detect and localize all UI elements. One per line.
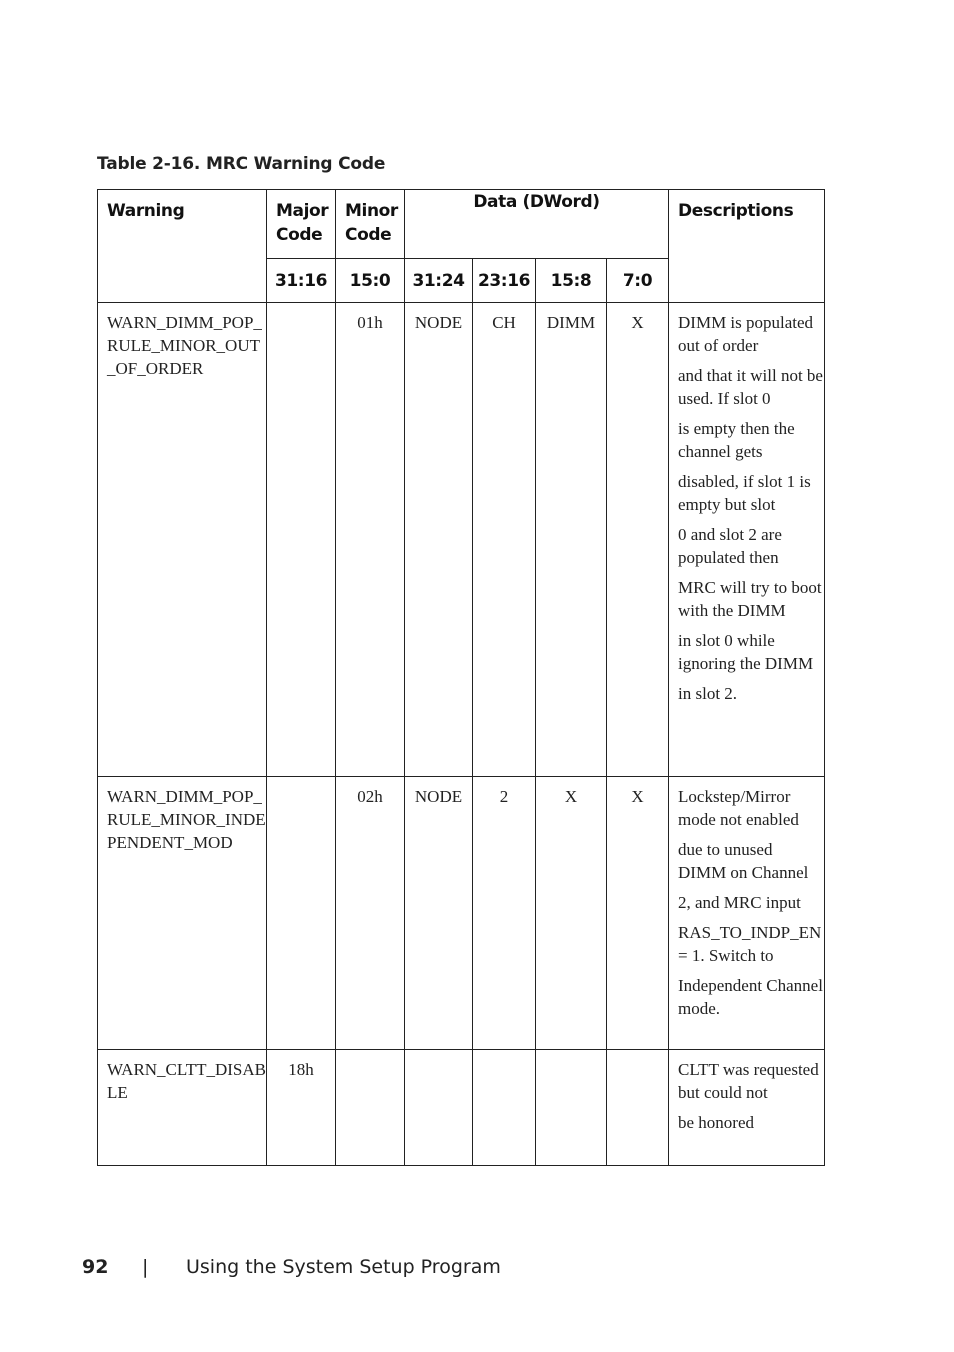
minor-code: 02h: [336, 777, 405, 1050]
footer-section-title: Using the System Setup Program: [186, 1256, 501, 1278]
bits-31-16: 31:16: [267, 259, 336, 303]
minor-code: [336, 1050, 405, 1166]
data-7-0: X: [607, 777, 669, 1050]
data-31-24: NODE: [405, 777, 473, 1050]
mrc-warning-code-table: [97, 189, 825, 1166]
description-line: DIMM is populated out of order: [678, 313, 814, 355]
footer-separator: |: [142, 1256, 149, 1278]
data-15-8: X: [536, 777, 607, 1050]
data-23-16: CH: [473, 303, 536, 777]
description-line: due to unused DIMM on Channel: [678, 840, 809, 882]
header-descriptions: Descriptions: [669, 190, 825, 303]
table-title: MRC Warning Code: [206, 154, 386, 174]
description: [669, 303, 825, 777]
table-caption: [97, 154, 385, 174]
data-23-16: [473, 1050, 536, 1166]
warning-name: WARN_DIMM_POP_RULE_MINOR_OUT_OF_ORDER: [98, 303, 267, 777]
bits-7-0: 7:0: [607, 259, 669, 303]
bits-15-8: 15:8: [536, 259, 607, 303]
description-line: CLTT was requested but could not: [678, 1060, 819, 1102]
major-code: 18h: [267, 1050, 336, 1166]
data-15-8: [536, 1050, 607, 1166]
data-23-16: 2: [473, 777, 536, 1050]
table-row: [98, 1050, 825, 1166]
description-line: be honored: [678, 1113, 755, 1132]
data-15-8: DIMM: [536, 303, 607, 777]
description-line: RAS_TO_INDP_EN = 1. Switch to: [678, 923, 822, 965]
table-row: [98, 303, 825, 777]
major-code: [267, 777, 336, 1050]
header-warning: Warning: [98, 190, 267, 303]
header-row: [98, 190, 825, 259]
page-footer: [82, 1256, 501, 1278]
warning-name: WARN_CLTT_DISABLE: [98, 1050, 267, 1166]
description-line: Lockstep/Mirror mode not enabled: [678, 787, 799, 829]
description-line: 0 and slot 2 are populated then: [678, 525, 782, 567]
description: [669, 777, 825, 1050]
description-line: disabled, if slot 1 is empty but slot: [678, 472, 811, 514]
table-number: Table 2-16.: [97, 154, 201, 174]
description-line: in slot 2.: [678, 684, 738, 703]
description-line: and that it will not be used. If slot 0: [678, 366, 823, 408]
minor-code: 01h: [336, 303, 405, 777]
header-minor-code: Minor Code: [336, 190, 405, 259]
bits-15-0: 15:0: [336, 259, 405, 303]
bits-31-24: 31:24: [405, 259, 473, 303]
major-code: [267, 303, 336, 777]
data-7-0: [607, 1050, 669, 1166]
description-line: in slot 0 while ignoring the DIMM: [678, 631, 814, 673]
data-31-24: NODE: [405, 303, 473, 777]
header-data-dword: Data (DWord): [405, 190, 669, 259]
data-7-0: X: [607, 303, 669, 777]
header-major-code: Major Code: [267, 190, 336, 259]
page-number: 92: [82, 1256, 109, 1278]
description-line: MRC will try to boot with the DIMM: [678, 578, 822, 620]
description-line: is empty then the channel gets: [678, 419, 795, 461]
description: [669, 1050, 825, 1166]
description-line: 2, and MRC input: [678, 893, 801, 912]
description-line: Independent Channel mode.: [678, 976, 823, 1018]
warning-name: WARN_DIMM_POP_RULE_MINOR_INDEPENDENT_MOD: [98, 777, 267, 1050]
bits-23-16: 23:16: [473, 259, 536, 303]
table-row: [98, 777, 825, 1050]
data-31-24: [405, 1050, 473, 1166]
